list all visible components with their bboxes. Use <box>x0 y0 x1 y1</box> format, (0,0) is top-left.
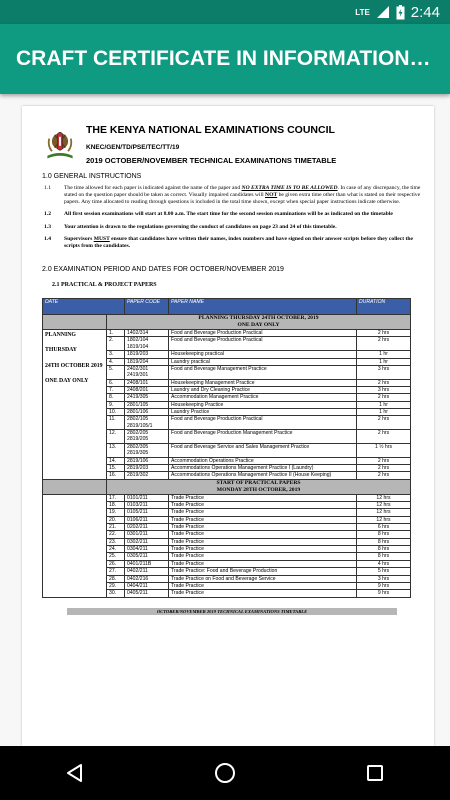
paper-duration: 2 hrs <box>357 457 411 464</box>
row-number: 1. <box>107 330 125 337</box>
paper-duration: 1 hr <box>357 401 411 408</box>
paper-name: Trade Practice <box>169 582 357 589</box>
paper-code: 0301/211 <box>125 531 169 538</box>
page-footer: OCTOBER/NOVEMBER 2019 TECHNICAL EXAMINATIONS TIMETABLE <box>67 608 397 615</box>
header-paper-name: PAPER NAME <box>169 299 357 315</box>
row-number: 27. <box>107 568 125 575</box>
timetable <box>42 298 411 598</box>
instruction-emphasis: MUST <box>93 235 110 242</box>
paper-duration: 4 hrs <box>357 560 411 567</box>
paper-name: Accommodation Operations Practice <box>169 457 357 464</box>
paper-name: Trade Practice <box>169 494 357 501</box>
row-number: 12. <box>107 430 125 444</box>
paper-code: 2802/105 2819/105/1 <box>125 416 169 430</box>
instruction-1-3 <box>42 224 422 231</box>
paper-duration: 12 hrs <box>357 494 411 501</box>
instruction-1-2 <box>42 211 422 218</box>
row-number: 22. <box>107 531 125 538</box>
paper-code: 2408/101 <box>125 379 169 386</box>
paper-name: Food and Beverage Production Practical <box>169 337 357 351</box>
paper-code: 1819/204 <box>125 358 169 365</box>
paper-duration: 2 hrs <box>357 337 411 351</box>
home-icon <box>214 762 236 784</box>
navigation-bar <box>0 746 450 800</box>
paper-code: 0402/216 <box>125 575 169 582</box>
paper-code: 1819/203 <box>125 351 169 358</box>
paper-name: Trade Practice on Food and Beverage Service <box>169 575 357 582</box>
row-number: 26. <box>107 560 125 567</box>
kenya-crest-icon <box>42 126 78 162</box>
session-date-line: THURSDAY <box>45 347 77 354</box>
paper-code: 2819/203 <box>125 464 169 471</box>
document-ref: KNEC/GEN/TD/PSE/TEC/TT/19 <box>86 144 180 151</box>
paper-name: Laundry and Dry Cleaning Practice <box>169 386 357 393</box>
row-number: 7. <box>107 386 125 393</box>
paper-duration: 2 hrs <box>357 416 411 430</box>
paper-name: Food and Beverage Management Practice <box>169 365 357 379</box>
table-row <box>43 494 411 501</box>
timetable-header-row <box>43 299 411 315</box>
paper-duration: 1 hr <box>357 358 411 365</box>
paper-duration: 2 hrs <box>357 379 411 386</box>
document-subtitle: 2019 OCTOBER/NOVEMBER TECHNICAL EXAMINATIONS TIMETABLE <box>86 156 337 165</box>
instruction-text <box>64 185 422 206</box>
paper-name: Accommodations Operations Management Practice II (House Keeping) <box>169 472 357 479</box>
battery-charging-icon <box>396 5 405 20</box>
paper-code: 0202/211 <box>125 524 169 531</box>
band-line: MONDAY 28TH OCTOBER, 2019 <box>216 486 301 493</box>
row-number: 13. <box>107 443 125 457</box>
instruction-number: 1.2 <box>44 211 51 218</box>
network-type: LTE <box>355 7 370 17</box>
band-spacer <box>43 315 107 330</box>
paper-code: 2402/301 2419/301 <box>125 365 169 379</box>
instruction-text-part: Supervisors <box>64 235 94 242</box>
paper-name: Food and Beverage Production Management Practice <box>169 430 357 444</box>
header-date: DATE <box>43 299 125 315</box>
instruction-emphasis: NO EXTRA TIME IS TO BE ALLOWED <box>241 185 338 191</box>
paper-name: Trade Practice <box>169 560 357 567</box>
paper-name: Accommodation Management Practice <box>169 394 357 401</box>
header-duration: DURATION <box>357 299 411 315</box>
paper-name: Laundry Practice <box>169 409 357 416</box>
paper-duration: 6 hrs <box>357 524 411 531</box>
paper-name: Trade Practice <box>169 553 357 560</box>
paper-name: Trade Practice <box>169 538 357 545</box>
session-date-line: ONE DAY ONLY <box>45 377 89 384</box>
paper-duration: 1 hr <box>357 351 411 358</box>
paper-duration: 8 hrs <box>357 546 411 553</box>
paper-name: Housekeeping Management Practice <box>169 379 357 386</box>
instruction-text <box>64 236 422 250</box>
paper-code: 2802/305 2819/305 <box>125 443 169 457</box>
row-number: 6. <box>107 379 125 386</box>
row-number: 30. <box>107 590 125 597</box>
instruction-text-part: ensure that candidates have written their names, index numbers and have signed on their answer scripts before they collect the scripts from the candidates. <box>64 235 413 249</box>
row-number: 28. <box>107 575 125 582</box>
paper-code: 2819/302 <box>125 472 169 479</box>
clock: 2:44 <box>410 3 440 21</box>
paper-name: Trade Practice <box>169 516 357 523</box>
instruction-text-part: The time allowed for each paper is indicated against the name of the paper and <box>64 185 242 191</box>
paper-code: 0105/211 <box>125 509 169 516</box>
paper-code: 2801/106 <box>125 409 169 416</box>
org-name: THE KENYA NATIONAL EXAMINATIONS COUNCIL <box>86 124 335 136</box>
paper-duration: 8 hrs <box>357 538 411 545</box>
instruction-number: 1.3 <box>44 223 51 230</box>
paper-name: Food and Beverage Production Practical <box>169 416 357 430</box>
home-button[interactable] <box>195 753 255 793</box>
paper-code: 0103/211 <box>125 501 169 508</box>
paper-code: 0101/211 <box>125 494 169 501</box>
band-line: START OF PRACTICAL PAPERS <box>216 479 301 486</box>
instruction-text: Your attention is drawn to the regulations governing the conduct of candidates on page 23 and 24 of this timetable. <box>64 223 337 230</box>
paper-name: Food and Beverage Production Practical <box>169 330 357 337</box>
paper-duration: 12 hrs <box>357 516 411 523</box>
paper-duration: 8 hrs <box>357 531 411 538</box>
paper-code: 1802/104 1819/104 <box>125 337 169 351</box>
back-button[interactable] <box>45 753 105 793</box>
row-number: 5. <box>107 365 125 379</box>
session-date-cell <box>43 494 107 597</box>
row-number: 15. <box>107 464 125 471</box>
row-number: 19. <box>107 509 125 516</box>
session-date-cell <box>43 330 107 480</box>
paper-name: Trade Practice <box>169 509 357 516</box>
document-header <box>42 124 422 165</box>
recents-icon <box>366 764 384 782</box>
instruction-emphasis: NOT <box>265 192 278 199</box>
section-practical-papers: 2.1 PRACTICAL & PROJECT PAPERS <box>52 282 157 289</box>
paper-name: Housekeeping practical <box>169 351 357 358</box>
paper-code: 2802/205 2819/205 <box>125 430 169 444</box>
paper-name: Laundry practical <box>169 358 357 365</box>
session-date-line: PLANNING <box>45 332 76 339</box>
row-number: 4. <box>107 358 125 365</box>
paper-code: 0401/211B <box>125 560 169 567</box>
paper-code: 0405/211 <box>125 590 169 597</box>
back-icon <box>65 763 85 783</box>
paper-code: 2801/105 <box>125 401 169 408</box>
paper-name: Food and Beverage Service and Sales Management Practice <box>169 443 357 457</box>
paper-name: Trade Practice <box>169 590 357 597</box>
paper-duration: 3 hrs <box>357 386 411 393</box>
app-title: CRAFT CERTIFICATE IN INFORMATION… <box>16 47 431 70</box>
paper-code: 0305/211 <box>125 553 169 560</box>
paper-duration: 2 hrs <box>357 394 411 401</box>
band-line: PLANNING THURSDAY 24TH OCTOBER, 2019 <box>198 315 319 322</box>
paper-duration: 2 hrs <box>357 330 411 337</box>
instruction-text-part: . In case of any discrepancy, the time stated on the question paper should be taken as correct. Visually impaired candidates will <box>64 185 421 199</box>
recents-button[interactable] <box>345 753 405 793</box>
row-number: 24. <box>107 546 125 553</box>
section-general-instructions: 1.0 GENERAL INSTRUCTIONS <box>42 173 142 180</box>
paper-name: Trade Practice <box>169 531 357 538</box>
paper-code: 1402/314 <box>125 330 169 337</box>
paper-duration: 9 hrs <box>357 590 411 597</box>
paper-name: Trade Practice <box>169 501 357 508</box>
paper-code: 2419/305 <box>125 394 169 401</box>
row-number: 10. <box>107 409 125 416</box>
session-date-line: 24TH OCTOBER 2019 <box>45 362 103 369</box>
row-number: 16. <box>107 472 125 479</box>
paper-duration: 2 hrs <box>357 472 411 479</box>
paper-duration: 3 hrs <box>357 365 411 379</box>
band-label <box>107 479 411 494</box>
status-bar <box>0 0 450 24</box>
signal-icon <box>376 5 390 19</box>
band-line: ONE DAY ONLY <box>237 322 280 329</box>
paper-code: 2819/106 <box>125 457 169 464</box>
paper-duration: 5 hrs <box>357 568 411 575</box>
paper-code: 0304/211 <box>125 546 169 553</box>
instruction-1-1 <box>42 185 422 206</box>
instruction-1-4 <box>42 236 422 250</box>
paper-name: Accommodations Operations Management Practice I (Laundry) <box>169 464 357 471</box>
instruction-number: 1.1 <box>44 185 51 191</box>
band-label <box>107 315 411 330</box>
app-bar <box>0 24 450 94</box>
paper-code: 0302/211 <box>125 538 169 545</box>
paper-duration: 12 hrs <box>357 501 411 508</box>
paper-name: Trade Practice: Food and Beverage Production <box>169 568 357 575</box>
paper-code: 0106/211 <box>125 516 169 523</box>
row-number: 21. <box>107 524 125 531</box>
row-number: 3. <box>107 351 125 358</box>
timetable-band-row <box>43 479 411 494</box>
paper-name: Trade Practice <box>169 546 357 553</box>
row-number: 18. <box>107 501 125 508</box>
row-number: 11. <box>107 416 125 430</box>
paper-code: 2408/201 <box>125 386 169 393</box>
row-number: 17. <box>107 494 125 501</box>
paper-duration: 3 hrs <box>357 575 411 582</box>
paper-duration: 2 hrs <box>357 430 411 444</box>
row-number: 14. <box>107 457 125 464</box>
row-number: 8. <box>107 394 125 401</box>
row-number: 25. <box>107 553 125 560</box>
paper-code: 0404/211 <box>125 582 169 589</box>
row-number: 2. <box>107 337 125 351</box>
document-page <box>22 106 434 746</box>
paper-code: 0402/211 <box>125 568 169 575</box>
row-number: 23. <box>107 538 125 545</box>
paper-name: Housekeeping Practice <box>169 401 357 408</box>
row-number: 29. <box>107 582 125 589</box>
instruction-text-part: be given extra time other than what is stated on their respective papers. Any time allocated to reading through questions is included in the total time shown, except when special paper instructions indicate otherwise. <box>64 192 421 206</box>
row-number: 20. <box>107 516 125 523</box>
header-paper-code: PAPER CODE <box>125 299 169 315</box>
instruction-text: All first session examinations will start at 8.00 a.m. The start time for the second session examinations will be as indicated on the timetable <box>64 211 393 218</box>
paper-name: Trade Practice <box>169 524 357 531</box>
timetable-band-row <box>43 315 411 330</box>
table-row <box>43 330 411 337</box>
paper-duration: 12 hrs <box>357 509 411 516</box>
document-viewer[interactable] <box>0 94 450 746</box>
section-exam-period: 2.0 EXAMINATION PERIOD AND DATES FOR OCTOBER/NOVEMBER 2019 <box>42 266 284 274</box>
paper-duration: 2 hrs <box>357 464 411 471</box>
band-spacer <box>43 479 107 494</box>
paper-duration: 8 hrs <box>357 553 411 560</box>
paper-duration: 1 hr <box>357 409 411 416</box>
instruction-number: 1.4 <box>44 235 51 242</box>
paper-duration: 1 ½ hrs <box>357 443 411 457</box>
paper-duration: 9 hrs <box>357 582 411 589</box>
row-number: 9. <box>107 401 125 408</box>
